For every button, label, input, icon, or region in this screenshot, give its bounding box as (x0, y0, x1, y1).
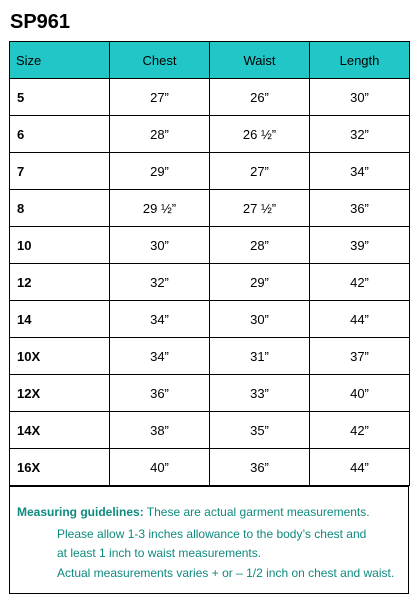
length-cell: 42” (310, 264, 410, 301)
waist-cell: 35” (210, 412, 310, 449)
table-row (10, 338, 410, 375)
column-header-waist: Waist (210, 42, 310, 79)
size-cell: 10X (10, 338, 110, 375)
table-row (10, 449, 410, 486)
waist-cell: 28” (210, 227, 310, 264)
size-cell: 14X (10, 412, 110, 449)
table-row (10, 79, 410, 116)
guidelines-text: These are actual garment measurements. (143, 505, 370, 519)
table-row (10, 116, 410, 153)
waist-cell: 33” (210, 375, 310, 412)
chest-cell: 36” (110, 375, 210, 412)
size-cell: 7 (10, 153, 110, 190)
size-cell: 12 (10, 264, 110, 301)
waist-cell: 29” (210, 264, 310, 301)
length-cell: 32” (310, 116, 410, 153)
column-header-chest: Chest (110, 42, 210, 79)
table-row (10, 412, 410, 449)
waist-cell: 27 ½” (210, 190, 310, 227)
guidelines-line-4: Actual measurements varies + or – 1/2 inch on chest and waist. (57, 566, 395, 580)
length-cell: 42” (310, 412, 410, 449)
chest-cell: 32” (110, 264, 210, 301)
column-header-length: Length (310, 42, 410, 79)
page-title: SP961 (10, 11, 71, 33)
length-cell: 34” (310, 153, 410, 190)
table-row (10, 153, 410, 190)
waist-cell: 31” (210, 338, 310, 375)
column-header-size: Size (10, 42, 110, 79)
table-row (10, 301, 410, 338)
size-cell: 10 (10, 227, 110, 264)
length-cell: 36” (310, 190, 410, 227)
chest-cell: 40” (110, 449, 210, 486)
length-cell: 44” (310, 301, 410, 338)
size-chart-table (9, 41, 410, 486)
table-row (10, 227, 410, 264)
length-cell: 30” (310, 79, 410, 116)
size-cell: 14 (10, 301, 110, 338)
table-row (10, 375, 410, 412)
guidelines-line-1 (17, 505, 370, 519)
size-cell: 6 (10, 116, 110, 153)
table-row (10, 190, 410, 227)
chest-cell: 30” (110, 227, 210, 264)
table-header-row (10, 42, 410, 79)
measuring-guidelines-box (9, 486, 409, 594)
length-cell: 40” (310, 375, 410, 412)
chest-cell: 29” (110, 153, 210, 190)
length-cell: 39” (310, 227, 410, 264)
waist-cell: 26 ½” (210, 116, 310, 153)
waist-cell: 30” (210, 301, 310, 338)
length-cell: 44” (310, 449, 410, 486)
guidelines-line-2: Please allow 1-3 inches allowance to the body’s chest and (57, 527, 367, 541)
chest-cell: 29 ½” (110, 190, 210, 227)
chest-cell: 34” (110, 301, 210, 338)
size-cell: 8 (10, 190, 110, 227)
guidelines-line-3: at least 1 inch to waist measurements. (57, 546, 262, 560)
size-cell: 5 (10, 79, 110, 116)
size-cell: 16X (10, 449, 110, 486)
chest-cell: 34” (110, 338, 210, 375)
guidelines-label: Measuring guidelines: (17, 505, 144, 519)
waist-cell: 27” (210, 153, 310, 190)
chest-cell: 28” (110, 116, 210, 153)
table-row (10, 264, 410, 301)
waist-cell: 36” (210, 449, 310, 486)
chest-cell: 27” (110, 79, 210, 116)
waist-cell: 26” (210, 79, 310, 116)
size-cell: 12X (10, 375, 110, 412)
chest-cell: 38” (110, 412, 210, 449)
length-cell: 37” (310, 338, 410, 375)
